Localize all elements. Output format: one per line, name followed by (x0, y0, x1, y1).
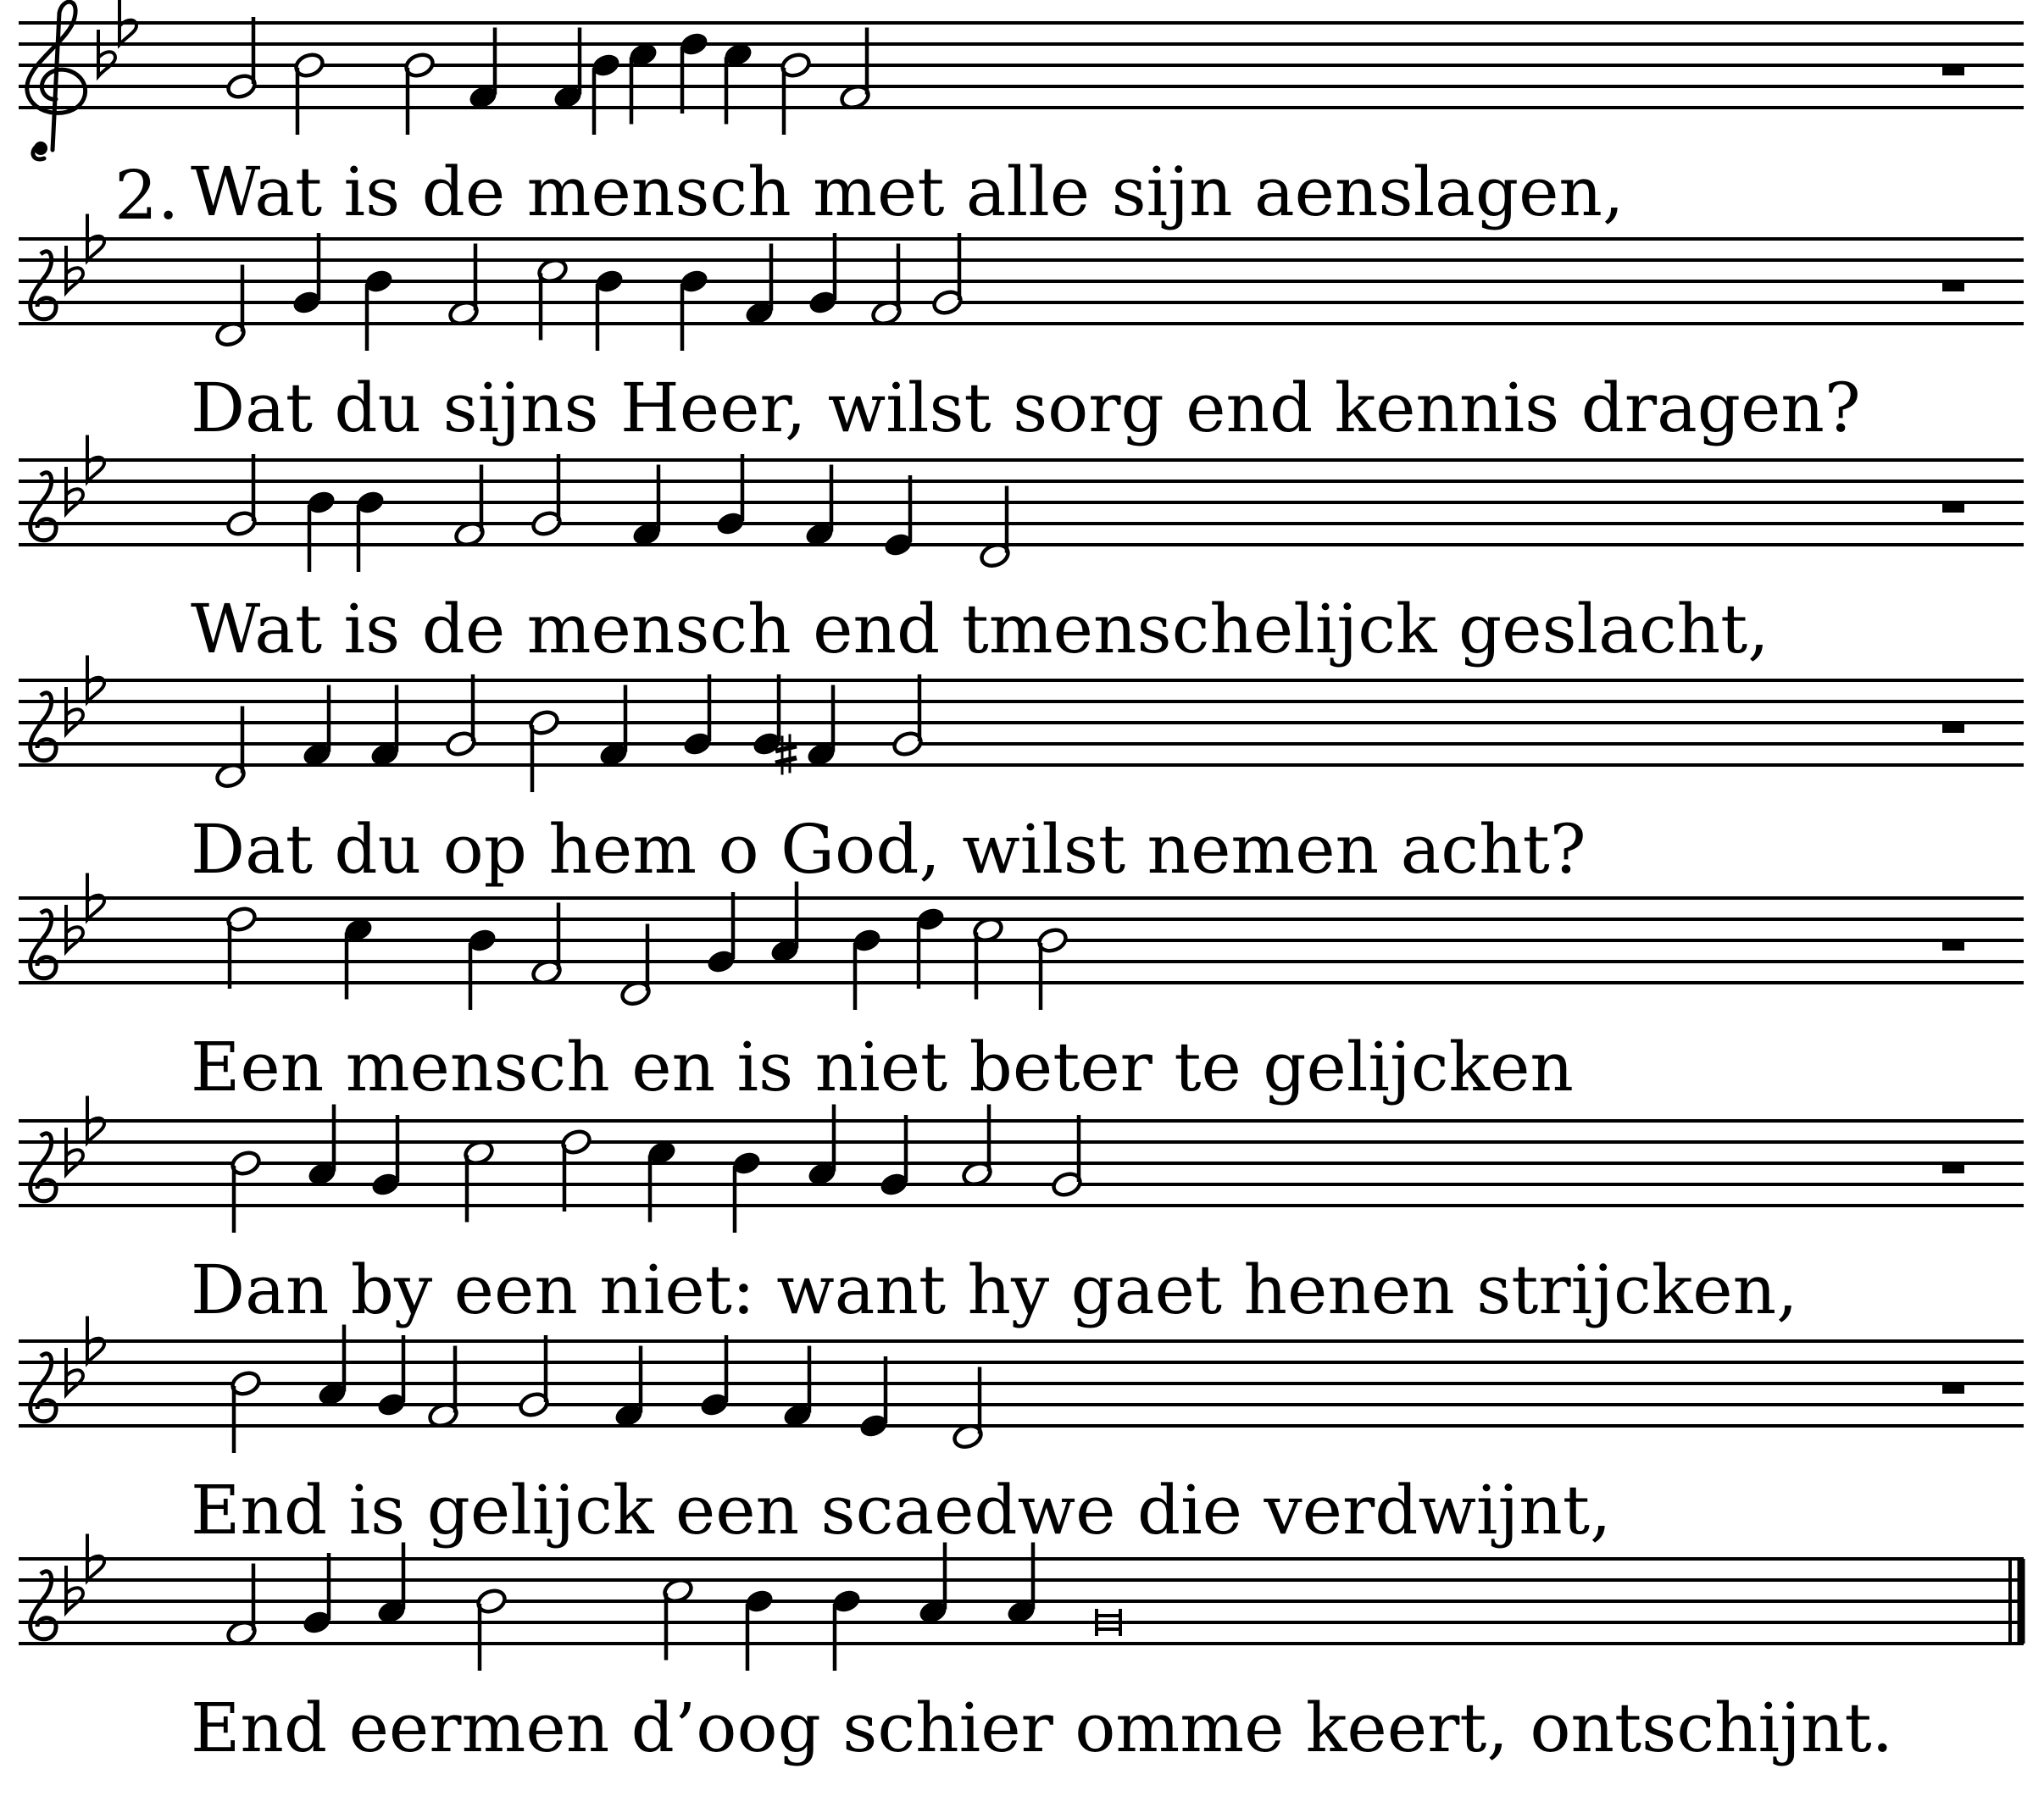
note (230, 1369, 262, 1453)
note (293, 51, 325, 135)
note (714, 454, 747, 538)
rest-icon (1942, 1162, 1964, 1173)
note (225, 905, 258, 989)
staff-system (19, 214, 2024, 448)
note (917, 1543, 949, 1627)
note (781, 1346, 814, 1430)
note (593, 267, 625, 351)
note (214, 707, 247, 790)
staff-system (19, 0, 2024, 231)
note (1036, 926, 1069, 1010)
note (878, 1115, 910, 1199)
note (769, 882, 801, 966)
note (858, 1356, 890, 1440)
note (354, 488, 386, 572)
flat-sign-icon (66, 1128, 83, 1174)
staff-lines (19, 1341, 2024, 1426)
note (806, 1105, 838, 1189)
verse-number: 2. (114, 156, 180, 235)
note (730, 1149, 763, 1233)
note (627, 41, 659, 125)
note (979, 486, 1011, 570)
note (751, 674, 783, 758)
note (375, 1543, 408, 1627)
note (369, 685, 401, 769)
lyric-line: Dan by een niet: want hy gaet henen strijcken, (191, 1250, 1798, 1329)
note (914, 905, 947, 989)
note (403, 51, 436, 135)
note (528, 708, 560, 792)
lyric-line: End eermen d’oog schier omme keert, ontschijnt. (191, 1688, 1894, 1767)
note (230, 1149, 262, 1233)
flat-sign-icon (66, 1566, 83, 1612)
note (305, 488, 337, 572)
note (678, 30, 710, 114)
note (518, 1335, 550, 1419)
note (453, 465, 486, 549)
note (619, 924, 652, 1008)
note (225, 17, 258, 101)
note (681, 674, 714, 758)
flat-sign-icon (66, 467, 83, 513)
staff-lines (19, 898, 2024, 983)
note (342, 916, 375, 1000)
lyric-line: Wat is de mensch end tmenschelijck geslacht, (191, 590, 1769, 668)
flat-sign-icon (66, 687, 83, 734)
note (722, 41, 754, 125)
rest-icon (1942, 940, 1964, 951)
note (698, 1335, 730, 1419)
staff-lines (19, 1121, 2024, 1206)
note (1051, 1115, 1083, 1199)
note (891, 674, 924, 758)
note (646, 1139, 678, 1223)
treble-clef-icon (27, 2, 86, 159)
note (530, 454, 563, 538)
lyric-line: Dat du sijns Heer, wilst sorg end kennis dragen? (191, 369, 1861, 447)
note (780, 51, 812, 135)
note (807, 233, 839, 317)
note (961, 1105, 993, 1189)
note (705, 892, 737, 976)
note (839, 28, 871, 112)
rest-icon (1942, 502, 1964, 513)
note (536, 257, 569, 341)
rest-icon (1942, 1383, 1964, 1394)
note (530, 903, 563, 987)
note (363, 267, 395, 351)
note (375, 1335, 408, 1419)
note (630, 465, 663, 549)
flat-sign-icon (66, 1348, 83, 1394)
staff-system (19, 1096, 2024, 1330)
note (952, 1367, 984, 1451)
note (870, 244, 903, 328)
staff-system (19, 435, 2024, 669)
note (475, 1587, 508, 1671)
staff-system (19, 1317, 2024, 1550)
note (560, 1128, 592, 1211)
note (743, 244, 775, 328)
note (214, 265, 247, 349)
note (306, 1105, 338, 1189)
note (775, 685, 837, 775)
note (613, 1346, 645, 1430)
flat-sign-icon (66, 246, 83, 292)
lyric-line: End is gelijck een scaedwe die verdwijnt, (191, 1471, 1612, 1550)
note (882, 475, 914, 559)
note (225, 1564, 258, 1648)
note (316, 1325, 348, 1409)
staff-system (19, 656, 2024, 890)
rest-icon (1942, 280, 1964, 291)
note (1005, 1543, 1037, 1627)
note (1097, 1609, 1120, 1636)
flat-sign-icon (66, 905, 83, 951)
note (743, 1587, 775, 1671)
note (972, 916, 1004, 1000)
note (225, 454, 258, 538)
note (467, 28, 499, 112)
staff-system (19, 873, 2024, 1107)
note (851, 926, 883, 1010)
note (301, 685, 333, 769)
staff-system (19, 1534, 2024, 1768)
note (552, 28, 584, 112)
note (830, 1587, 863, 1671)
note (597, 685, 630, 769)
note (466, 926, 498, 1010)
flat-sign-icon (98, 30, 115, 76)
note (447, 244, 480, 328)
lyric-line: Wat is de mensch met alle sijn aenslagen, (191, 152, 1625, 231)
note (678, 267, 710, 351)
note (301, 1553, 333, 1637)
note (291, 233, 323, 317)
rest-icon (1942, 64, 1964, 75)
lyric-line: Dat du op hem o God, wilst nemen acht? (191, 810, 1586, 889)
note (463, 1139, 495, 1223)
note (369, 1115, 402, 1199)
note (803, 465, 836, 549)
note (427, 1346, 459, 1430)
note (662, 1577, 694, 1661)
note (590, 51, 622, 135)
rest-icon (1942, 722, 1964, 733)
note (445, 674, 477, 758)
note (931, 233, 964, 317)
lyric-line: Een mensch en is niet beter te gelijcken (191, 1028, 1574, 1106)
